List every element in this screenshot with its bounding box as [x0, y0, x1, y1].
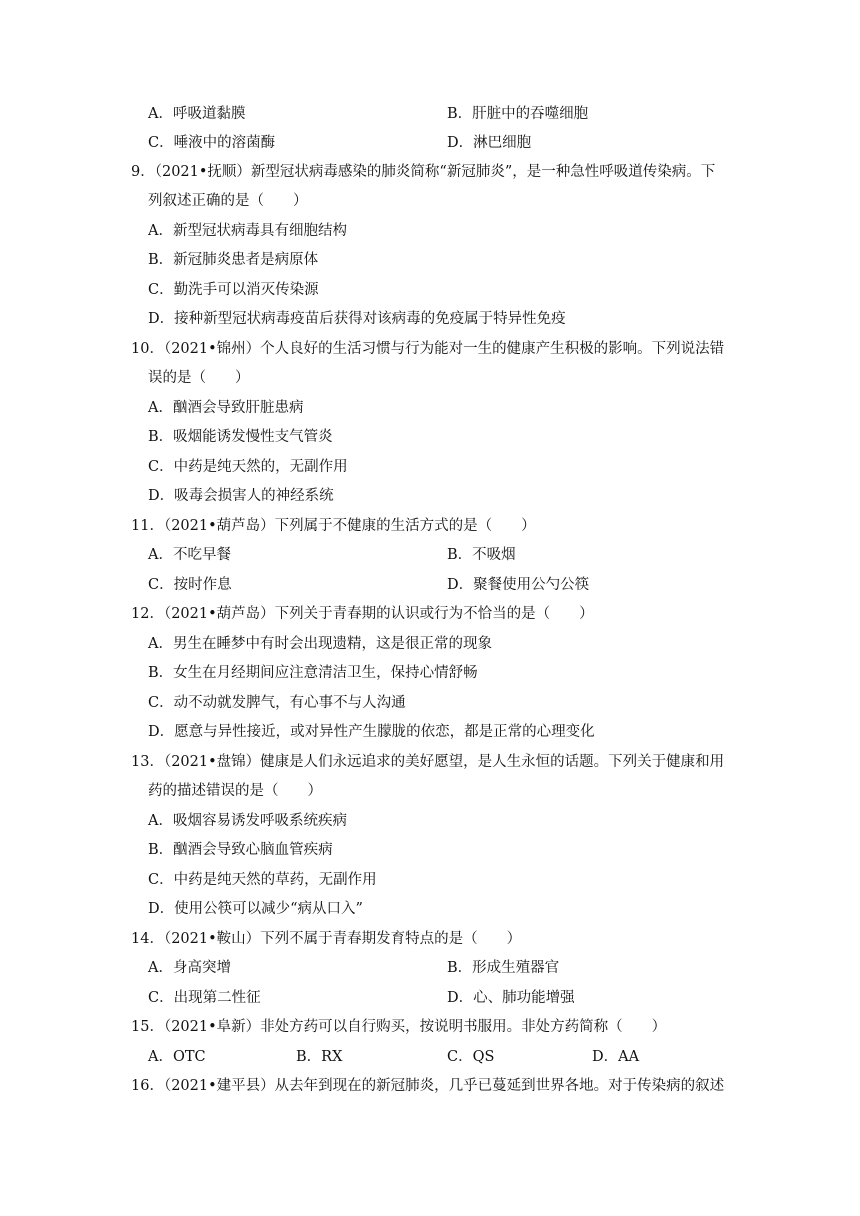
q11-option-d: D．聚餐使用公勺公筷	[447, 577, 590, 593]
q15-option-b: B．RX	[296, 1049, 343, 1065]
q14-stem: 14．（2021•鞍山）下列不属于青春期发育特点的是（ ）	[131, 931, 522, 947]
q8-option-d: D．淋巴细胞	[447, 135, 532, 151]
q14-option-b: B．形成生殖器官	[447, 960, 560, 976]
q10-option-b: B．吸烟能诱发慢性支气管炎	[148, 429, 333, 445]
q15-option-d: D．AA	[592, 1049, 640, 1065]
q14-option-c: C．出现第二性征	[148, 990, 261, 1006]
q8-option-c: C．唾液中的溶菌酶	[148, 135, 276, 151]
q11-option-a: A．不吃早餐	[148, 547, 231, 563]
q15-option-a: A．OTC	[148, 1049, 206, 1065]
q10-option-a: A．酗酒会导致肝脏患病	[148, 400, 304, 416]
q12-option-c: C．动不动就发脾气，有心事不与人沟通	[148, 695, 406, 711]
q12-option-a: A．男生在睡梦中有时会出现遗精，这是很正常的现象	[148, 636, 492, 652]
q10-stem-line1: 10．（2021•锦州）个人良好的生活习惯与行为能对一生的健康产生积极的影响。下列说法错	[131, 341, 725, 357]
q13-option-b: B．酗酒会导致心脑血管疾病	[148, 842, 333, 858]
q10-stem-line2: 误的是（ ）	[148, 370, 250, 386]
q12-option-b: B．女生在月经期间应注意清洁卫生，保持心情舒畅	[148, 665, 478, 681]
q14-option-d: D．心、肺功能增强	[447, 990, 575, 1006]
q8-option-b: B．肝脏中的吞噬细胞	[447, 106, 589, 122]
q14-option-a: A．身高突增	[148, 960, 231, 976]
q9-stem-line1: 9．（2021•抚顺）新型冠状病毒感染的肺炎简称“新冠肺炎”，是一种急性呼吸道传染病。下	[131, 164, 716, 180]
q9-option-d: D．接种新型冠状病毒疫苗后获得对该病毒的免疫属于特异性免疫	[148, 311, 566, 327]
q8-option-a: A．呼吸道黏膜	[148, 106, 246, 122]
q13-option-a: A．吸烟容易诱发呼吸系统疾病	[148, 813, 347, 829]
q11-stem: 11．（2021•葫芦岛）下列属于不健康的生活方式的是（ ）	[131, 518, 536, 534]
q13-stem-line2: 药的描述错误的是（ ）	[148, 783, 322, 799]
q11-option-b: B．不吸烟	[447, 547, 516, 563]
q13-option-c: C．中药是纯天然的草药，无副作用	[148, 872, 377, 888]
q16-stem: 16．（2021•建平县）从去年到现在的新冠肺炎，几乎已蔓延到世界各地。对于传染病的叙述	[131, 1078, 725, 1094]
q10-option-d: D．吸毒会损害人的神经系统	[148, 488, 334, 504]
q9-option-c: C．勤洗手可以消灭传染源	[148, 282, 319, 298]
q9-option-b: B．新冠肺炎患者是病原体	[148, 252, 319, 268]
q13-stem-line1: 13．（2021•盘锦）健康是人们永远追求的美好愿望，是人生永恒的话题。下列关于健康和用	[131, 754, 725, 770]
q9-stem-line2: 列叙述正确的是（ ）	[148, 193, 308, 209]
q13-option-d: D．使用公筷可以减少“病从口入”	[148, 901, 363, 917]
q11-option-c: C．按时作息	[148, 577, 232, 593]
q15-option-c: C．QS	[447, 1049, 495, 1065]
q12-option-d: D．愿意与异性接近，或对异性产生朦胧的依恋，都是正常的心理变化	[148, 724, 595, 740]
q9-option-a: A．新型冠状病毒具有细胞结构	[148, 223, 347, 239]
q12-stem: 12．（2021•葫芦岛）下列关于青春期的认识或行为不恰当的是（ ）	[131, 606, 594, 622]
q15-stem: 15．（2021•阜新）非处方药可以自行购买，按说明书服用。非处方药简称（ ）	[131, 1019, 667, 1035]
q10-option-c: C．中药是纯天然的，无副作用	[148, 459, 348, 475]
